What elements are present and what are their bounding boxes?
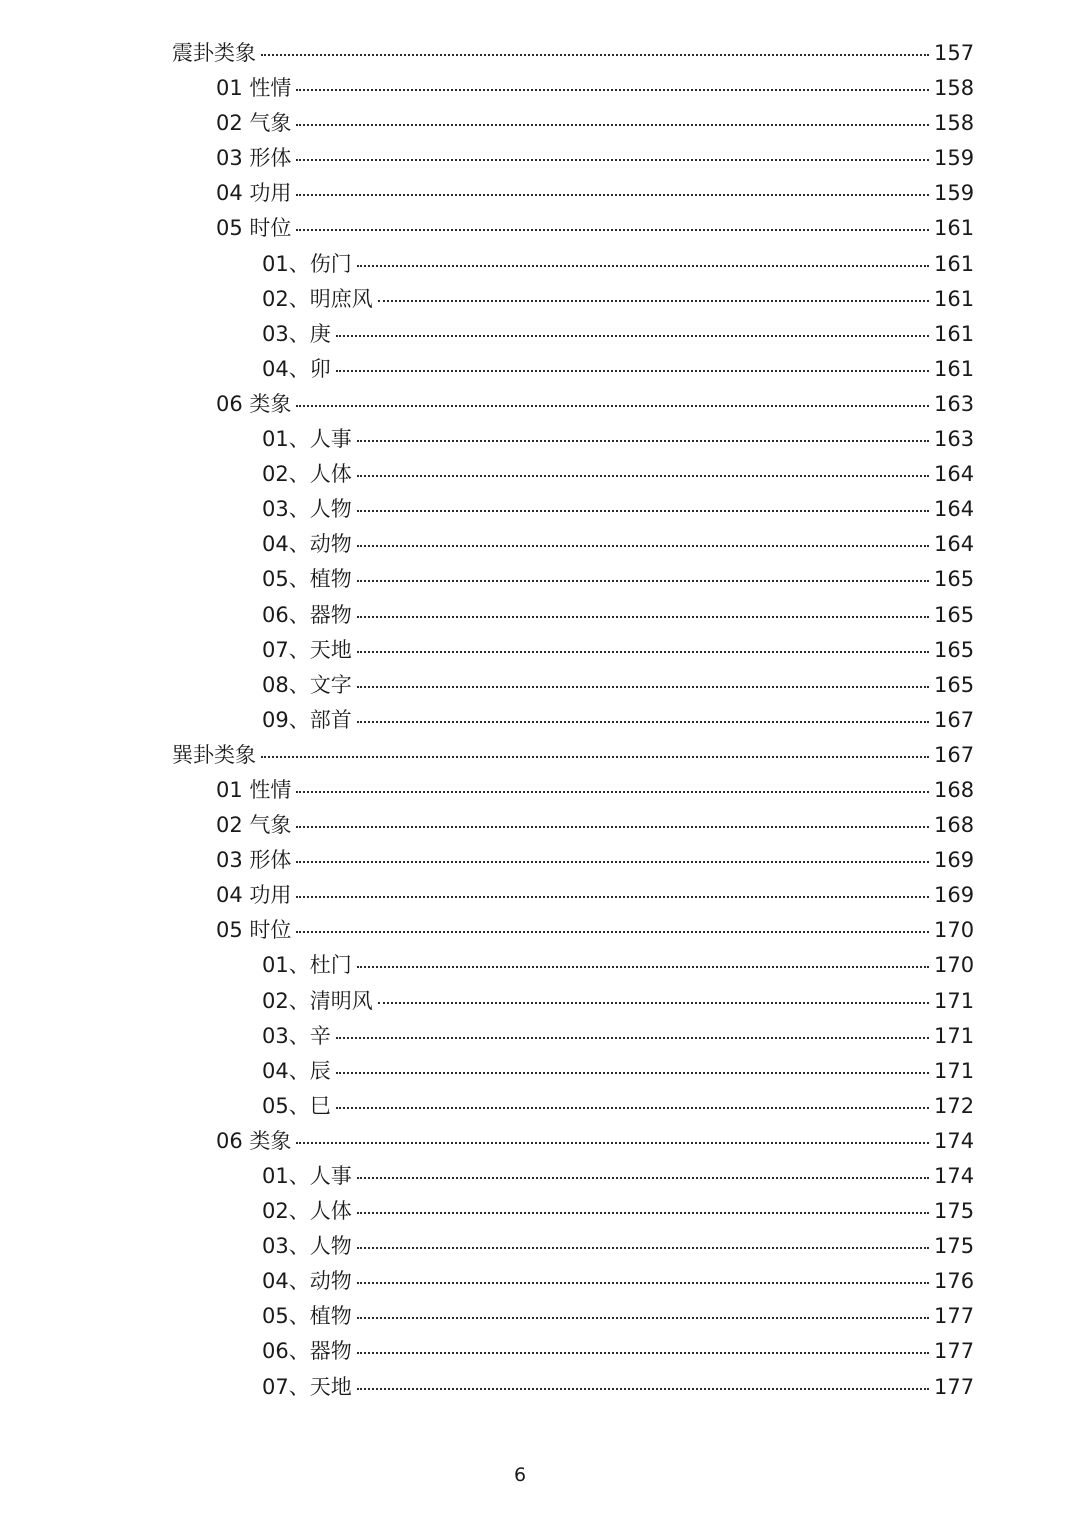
toc-entry-page: 171 bbox=[934, 1058, 975, 1083]
toc-entry bbox=[0, 562, 1080, 597]
toc-entry-label: 05 时位 bbox=[216, 216, 292, 241]
toc-entry-page: 176 bbox=[934, 1269, 975, 1294]
toc-entry-page: 161 bbox=[934, 216, 975, 241]
dot-leader bbox=[336, 369, 929, 372]
dot-leader bbox=[357, 615, 929, 618]
toc-entry-page: 171 bbox=[934, 1023, 975, 1048]
toc-entry bbox=[0, 282, 1080, 317]
toc-entry-label: 01 性情 bbox=[216, 76, 292, 101]
dot-leader bbox=[357, 1387, 929, 1390]
toc-entry bbox=[0, 878, 1080, 913]
table-of-contents bbox=[0, 36, 1080, 1405]
toc-entry-label: 06 类象 bbox=[216, 1128, 292, 1153]
toc-entry bbox=[0, 71, 1080, 106]
toc-entry-page: 157 bbox=[934, 41, 975, 65]
toc-entry-page: 165 bbox=[934, 637, 975, 662]
toc-entry-page: 174 bbox=[934, 1128, 975, 1153]
toc-entry-label: 01、伤门 bbox=[262, 251, 352, 276]
toc-section-heading bbox=[0, 738, 1080, 773]
toc-entry-label: 02、人体 bbox=[262, 1199, 352, 1224]
dot-leader bbox=[336, 1106, 929, 1109]
toc-entry-page: 164 bbox=[934, 532, 975, 557]
toc-entry-label: 05、巳 bbox=[262, 1093, 331, 1118]
toc-entry bbox=[0, 703, 1080, 738]
dot-leader bbox=[296, 825, 929, 828]
toc-entry-page: 161 bbox=[934, 286, 975, 311]
toc-entry bbox=[0, 1054, 1080, 1089]
toc-entry bbox=[0, 1264, 1080, 1299]
toc-entry bbox=[0, 527, 1080, 562]
dot-leader bbox=[357, 1176, 929, 1179]
toc-entry bbox=[0, 1124, 1080, 1159]
toc-entry bbox=[0, 1229, 1080, 1264]
dot-leader bbox=[336, 1036, 929, 1039]
toc-entry bbox=[0, 1089, 1080, 1124]
dot-leader bbox=[296, 404, 929, 407]
dot-leader bbox=[296, 895, 929, 898]
toc-entry-label: 03、辛 bbox=[262, 1023, 331, 1048]
toc-entry bbox=[0, 1334, 1080, 1369]
toc-entry-label: 01 性情 bbox=[216, 777, 292, 802]
dot-leader bbox=[378, 1001, 929, 1004]
toc-entry-label: 04 功用 bbox=[216, 883, 292, 908]
dot-leader bbox=[357, 650, 929, 653]
toc-entry-page: 168 bbox=[934, 777, 975, 802]
toc-entry-page: 161 bbox=[934, 321, 975, 346]
dot-leader bbox=[296, 860, 929, 863]
toc-entry-label: 01、人事 bbox=[262, 1164, 352, 1188]
toc-entry bbox=[0, 1019, 1080, 1054]
toc-entry-label: 01、人事 bbox=[262, 427, 352, 452]
dot-leader bbox=[357, 474, 929, 477]
toc-entry-label: 07、天地 bbox=[262, 637, 352, 662]
toc-entry-label: 03、庚 bbox=[262, 321, 331, 346]
toc-entry-page: 158 bbox=[934, 111, 975, 136]
page-number: 6 bbox=[513, 1464, 527, 1486]
toc-entry-page: 164 bbox=[934, 462, 975, 487]
dot-leader bbox=[357, 1351, 929, 1354]
toc-entry bbox=[0, 984, 1080, 1019]
toc-entry bbox=[0, 773, 1080, 808]
dot-leader bbox=[357, 1316, 929, 1319]
dot-leader bbox=[261, 53, 929, 56]
toc-entry-page: 175 bbox=[934, 1234, 975, 1259]
toc-entry-label: 08、文字 bbox=[262, 672, 352, 697]
toc-entry-page: 172 bbox=[934, 1093, 975, 1118]
toc-entry-page: 163 bbox=[934, 391, 975, 416]
toc-entry-label: 02 气象 bbox=[216, 111, 292, 136]
toc-entry-label: 巽卦类象 bbox=[172, 742, 256, 767]
dot-leader bbox=[357, 685, 929, 688]
toc-entry-page: 161 bbox=[934, 356, 975, 381]
toc-entry bbox=[0, 913, 1080, 948]
dot-leader bbox=[261, 755, 929, 758]
toc-entry bbox=[0, 457, 1080, 492]
toc-entry-page: 167 bbox=[934, 742, 975, 767]
toc-entry bbox=[0, 598, 1080, 633]
dot-leader bbox=[296, 123, 929, 126]
toc-entry-label: 07、天地 bbox=[262, 1374, 352, 1399]
toc-entry-label: 09、部首 bbox=[262, 707, 352, 732]
toc-entry bbox=[0, 633, 1080, 668]
toc-entry-page: 170 bbox=[934, 918, 975, 943]
dot-leader bbox=[296, 1141, 929, 1144]
toc-entry-label: 04 功用 bbox=[216, 181, 292, 206]
dot-leader bbox=[357, 544, 929, 547]
toc-entry-page: 177 bbox=[934, 1339, 975, 1364]
toc-entry-label: 04、动物 bbox=[262, 532, 352, 557]
toc-entry bbox=[0, 1370, 1080, 1405]
toc-entry bbox=[0, 843, 1080, 878]
toc-entry-label: 03 形体 bbox=[216, 848, 292, 873]
toc-entry-label: 04、辰 bbox=[262, 1058, 331, 1083]
dot-leader bbox=[296, 158, 929, 161]
toc-entry bbox=[0, 948, 1080, 983]
dot-leader bbox=[357, 1281, 929, 1284]
toc-entry-label: 02 气象 bbox=[216, 813, 292, 838]
toc-entry bbox=[0, 1194, 1080, 1229]
dot-leader bbox=[357, 1246, 929, 1249]
dot-leader bbox=[357, 579, 929, 582]
toc-entry bbox=[0, 352, 1080, 387]
dot-leader bbox=[336, 334, 929, 337]
dot-leader bbox=[357, 965, 929, 968]
toc-entry-page: 159 bbox=[934, 181, 975, 206]
toc-entry bbox=[0, 211, 1080, 246]
toc-entry bbox=[0, 317, 1080, 352]
dot-leader bbox=[296, 790, 929, 793]
toc-entry-page: 174 bbox=[934, 1164, 975, 1188]
toc-entry-page: 164 bbox=[934, 497, 975, 522]
dot-leader bbox=[296, 228, 929, 231]
toc-entry bbox=[0, 422, 1080, 457]
dot-leader bbox=[357, 264, 929, 267]
toc-entry-page: 169 bbox=[934, 883, 975, 908]
toc-entry-page: 171 bbox=[934, 988, 975, 1013]
toc-entry-page: 161 bbox=[934, 251, 975, 276]
dot-leader bbox=[296, 88, 929, 91]
toc-entry-label: 03、人物 bbox=[262, 497, 352, 522]
toc-entry-page: 159 bbox=[934, 146, 975, 171]
toc-entry-page: 165 bbox=[934, 602, 975, 627]
toc-entry-label: 06、器物 bbox=[262, 1339, 352, 1364]
toc-entry-page: 177 bbox=[934, 1304, 975, 1329]
toc-entry-page: 168 bbox=[934, 813, 975, 838]
toc-entry bbox=[0, 668, 1080, 703]
dot-leader bbox=[336, 1071, 929, 1074]
dot-leader bbox=[357, 439, 929, 442]
toc-entry-label: 04、卯 bbox=[262, 356, 331, 381]
toc-entry bbox=[0, 106, 1080, 141]
toc-entry-label: 02、明庶风 bbox=[262, 286, 373, 311]
toc-entry-page: 163 bbox=[934, 427, 975, 452]
toc-entry-page: 175 bbox=[934, 1199, 975, 1224]
toc-entry bbox=[0, 492, 1080, 527]
dot-leader bbox=[296, 193, 929, 196]
toc-entry-label: 05 时位 bbox=[216, 918, 292, 943]
toc-entry-label: 02、人体 bbox=[262, 462, 352, 487]
toc-section-heading bbox=[0, 36, 1080, 71]
toc-entry-page: 167 bbox=[934, 707, 975, 732]
toc-entry-page: 158 bbox=[934, 76, 975, 101]
toc-entry-page: 169 bbox=[934, 848, 975, 873]
toc-entry bbox=[0, 176, 1080, 211]
toc-entry-label: 06、器物 bbox=[262, 602, 352, 627]
toc-entry-label: 02、清明风 bbox=[262, 988, 373, 1013]
toc-entry-label: 03 形体 bbox=[216, 146, 292, 171]
dot-leader bbox=[357, 720, 929, 723]
dot-leader bbox=[378, 299, 929, 302]
toc-entry-label: 05、植物 bbox=[262, 567, 352, 592]
toc-entry bbox=[0, 247, 1080, 282]
dot-leader bbox=[357, 1211, 929, 1214]
toc-entry-page: 170 bbox=[934, 953, 975, 978]
dot-leader bbox=[296, 930, 929, 933]
toc-entry-label: 05、植物 bbox=[262, 1304, 352, 1329]
dot-leader bbox=[357, 509, 929, 512]
toc-entry-label: 06 类象 bbox=[216, 391, 292, 416]
toc-entry-label: 01、杜门 bbox=[262, 953, 352, 978]
toc-entry bbox=[0, 141, 1080, 176]
toc-entry bbox=[0, 808, 1080, 843]
toc-entry-page: 165 bbox=[934, 672, 975, 697]
toc-entry-page: 165 bbox=[934, 567, 975, 592]
toc-entry bbox=[0, 387, 1080, 422]
toc-entry-label: 03、人物 bbox=[262, 1234, 352, 1259]
toc-entry-page: 177 bbox=[934, 1374, 975, 1399]
toc-entry bbox=[0, 1299, 1080, 1334]
toc-entry-label: 04、动物 bbox=[262, 1269, 352, 1294]
toc-entry bbox=[0, 1159, 1080, 1194]
toc-entry-label: 震卦类象 bbox=[172, 41, 256, 65]
